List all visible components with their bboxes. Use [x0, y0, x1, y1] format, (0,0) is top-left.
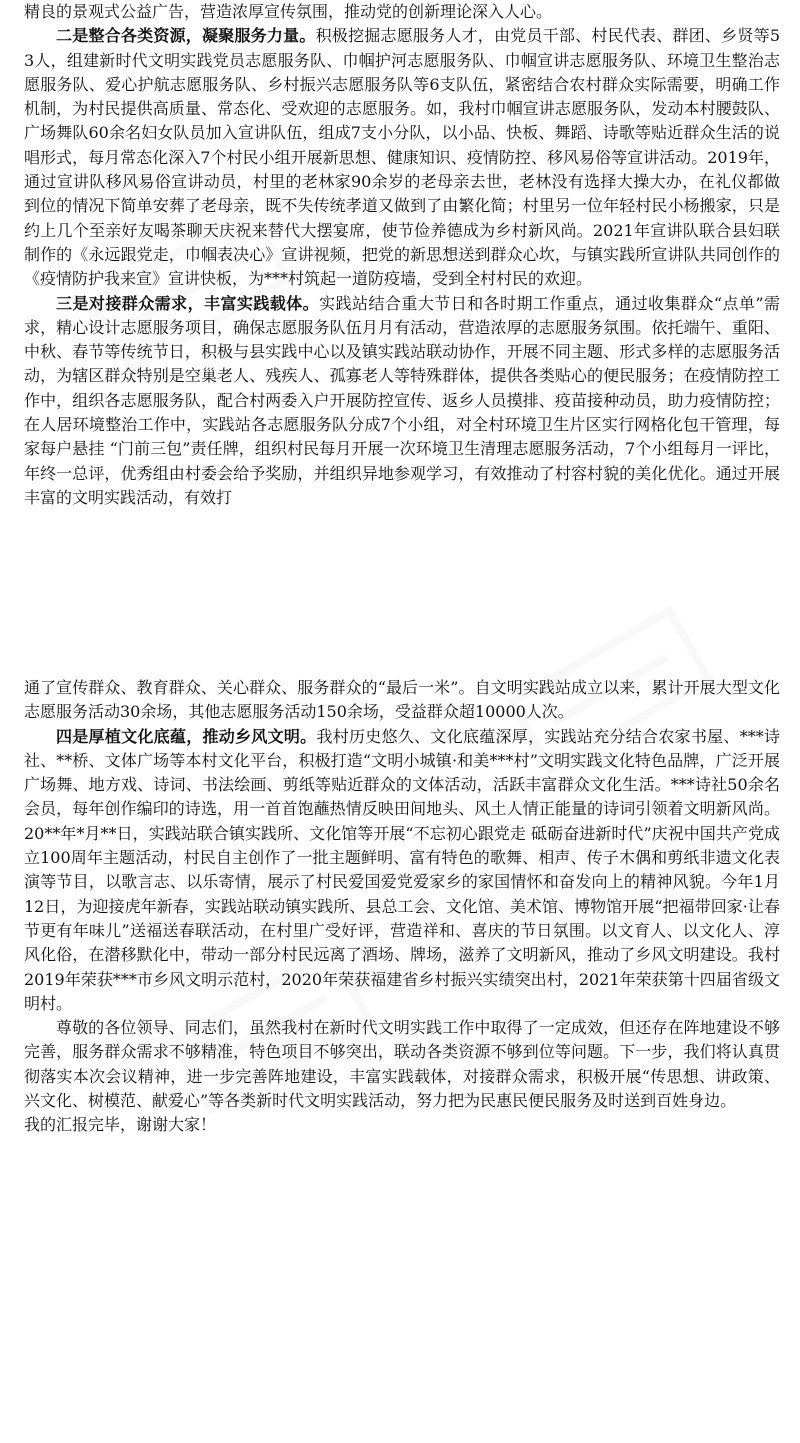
section-4-body: 我村历史悠久、文化底蕴深厚，实践站充分结合农家书屋、***诗社、**桥、文体广场等本村文化平台，积极打造“文明小城镇·和美***村”文明实践文化特色品牌，广泛开展广场舞、地方戏、诗词、书法绘画、剪纸等贴近群众的文体活动，活跃丰富群众文化生活。***诗社50余名会员，每年创作编印的诗选，用一首首饱蘸热情反映田间地头、风土人情正能量的诗词引领着文明新风尚。20**年*月**日，实践站联合镇实践所、文化馆等开展“不忘初心跟党走 砥砺奋进新时代”庆祝中国共产党成立100周年主题活动，村民自主创作了一批主题鲜明、富有特色的歌舞、相声、传子木偶和剪纸非遗文化表演等节目，以歌言志、以乐寄情，展示了村民爱国爱党爱家乡的家国情怀和奋发向上的精神风貌。今年1月12日，为迎接虎年新春，实践站联动镇实践所、县总工会、文化馆、美术馆、博物馆开展“把福带回家·让春节更有年味儿”送福送春联活动，在村里广受好评，营造祥和、喜庆的节日氛围。以文育人、以文化人、淳风化俗，在潜移默化中，带动一部分村民远离了酒场、牌场，滋养了文明新风，推动了乡风文明建设。我村2019年荣获***市乡风文明示范村，2020年荣获福建省乡村振兴实绩突出村，2021年荣获第十四届省级文明村。 — [24, 726, 780, 1013]
section-2-heading: 二是整合各类资源，凝聚服务力量。 — [56, 26, 316, 46]
page-2-text — [24, 676, 780, 1138]
page-1-text — [24, 0, 780, 510]
section-3-body: 实践站结合重大节日和各时期工作重点，通过收集群众“点单”需求，精心设计志愿服务项目，确保志愿服务队伍月月有活动，营造浓厚的志愿服务氛围。依托端午、重阳、中秋、春节等传统节日，积极与县实践中心以及镇实践站联动协作，开展不同主题、形式多样的志愿服务活动，为辖区群众特别是空巢老人、残疾人、孤寡老人等特殊群体，提供各类贴心的便民服务；在疫情防控工作中，组织各志愿服务队，配合村两委入户开展防控宣传、返乡人员摸排、疫苗接种动员，助力疫情防控；在人居环境整治工作中，实践站各志愿服务队分成7个小组，对全村环境卫生片区实行网格化包干管理，每家每户悬挂 “门前三包”责任牌，组织村民每月开展一次环境卫生清理志愿服务活动，7个小组每月一评比，年终一总评，优秀组由村委会给予奖励，并组织异地参观学习，有效推动了村容村貌的美化优化。通过开展丰富的文明实践活动，有效打 — [24, 293, 780, 507]
closing-paragraph: 尊敬的各位领导、同志们，虽然我村在新时代文明实践工作中取得了一定成效，但还存在阵地建设不够完善，服务群众需求不够精准，特色项目不够突出，联动各类资源不够到位等问题。下一步，我们将认真贯彻落实本次会议精神，进一步完善阵地建设，丰富实践载体，对接群众需求，积极开展“传思想、讲政策、兴文化、树模范、献爱心”等各类新时代文明实践活动，努力把为民惠民便民服务及时送到百姓身边。 — [24, 1018, 780, 1111]
section-4-heading: 四是厚植文化底蕴，推动乡风文明。 — [56, 726, 317, 746]
section-2-paragraph — [24, 24, 780, 291]
section-3-paragraph — [24, 292, 780, 511]
signoff-line: 我的汇报完毕，谢谢大家！ — [24, 1115, 217, 1135]
section-3-continued: 通了宣传群众、教育群众、关心群众、服务群众的“最后一米”。自文明实践站成立以来，累计开展大型文化志愿服务活动30余场，其他志愿服务活动150余场，受益群众超10000人次。 — [24, 678, 780, 722]
section-3-heading: 三是对接群众需求，丰富实践载体。 — [56, 293, 320, 313]
intro-tail-paragraph: 精良的景观式公益广告，营造浓厚宣传氛围，推动党的创新理论深入人心。 — [24, 2, 553, 21]
section-4-paragraph — [24, 725, 780, 1017]
section-2-body: 积极挖掘志愿服务人才，由党员干部、村民代表、群团、乡贤等53人，组建新时代文明实践党员志愿服务队、巾帼护河志愿服务队、巾帼宣讲志愿服务队、环境卫生整治志愿服务队、爱心护航志愿服务队、乡村振兴志愿服务队等6支队伍，紧密结合农村群众实际需要，明确工作机制，为村民提供高质量、常态化、受欢迎的志愿服务。如，我村巾帼宣讲志愿服务队，发动本村腰鼓队、广场舞队60余名妇女队员加入宣讲队伍，组成7支小分队，以小品、快板、舞蹈、诗歌等贴近群众生活的说唱形式，每月常态化深入7个村民小组开展新思想、健康知识、疫情防控、移风易俗等宣讲活动。2019年，通过宣讲队移风易俗宣讲动员，村里的老林家90余岁的老母亲去世，老林没有选择大操大办，在礼仪都做到位的情况下简单安葬了老母亲，既不失传统孝道又做到了由繁化简；村里另一位年轻村民小杨搬家，只是约上几个至亲好友喝茶聊天庆祝来替代大摆宴席，使节俭养德成为乡村新风尚。2021年宣讲队联合县妇联制作的《永远跟党走，巾帼表决心》宣讲视频，把党的新思想送到群众心坎，与镇实践所宣讲队共同创作的《疫情防护我来宣》宣讲快板，为***村筑起一道防疫墙，受到全村村民的欢迎。 — [24, 26, 780, 289]
